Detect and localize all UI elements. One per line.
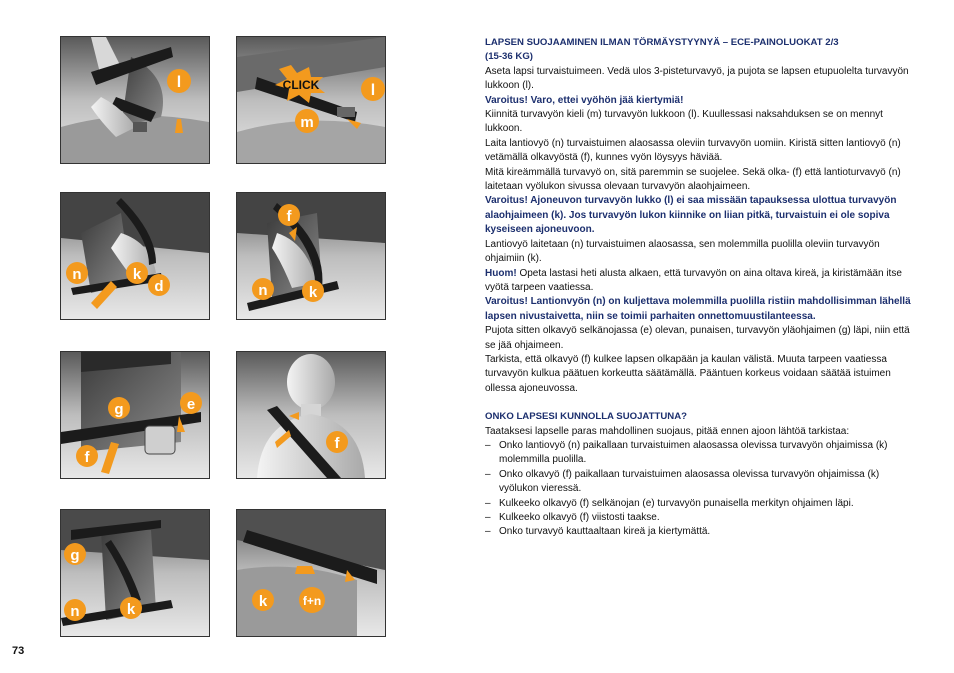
paragraph: Tarkista, että olkavyö (f) kulkee lapsen olkapään ja kaulan välistä. Muuta tarpeen vaatiessa turvavyön kulkua päätuen korkeutta säätämällä. Pääntuen korkeus voidaan säätää istuimen ollessa ajoneuvossa. [485,353,891,394]
badge-k-label: k [308,284,318,301]
badge-f-label: f [84,449,90,466]
warning: Varoitus! Lantionvyön (n) on kuljettava molemmilla puolilla ristiin mahdollisimman lähellä lapsen nivustaivetta, niin se toimii parhaiten onnettomuustilanteessa. [485,296,911,322]
section-title-line-1: LAPSEN SUOJAAMINEN ILMAN TÖRMÄYSTYYNYÄ – ECE-PAINOLUOKAT 2/3 [485,37,839,48]
badge-f-label: f [286,208,292,225]
note [485,267,915,296]
instructions-text [485,36,915,540]
badge-g-label: g [70,547,80,564]
badge-k-label: k [258,593,268,610]
section-title [485,36,915,65]
paragraph: Laita lantiovyö (n) turvaistuimen alaosassa oleviin turvavyön uomiin. Kiristä sitten lantiovyö (n) vetämällä olkavyöstä (f), kunnes vyön löysyys häviää. [485,137,901,164]
badge-l-label: l [176,74,182,91]
illustration-buckle-click [236,36,386,164]
paragraph: Taataksesi lapselle paras mahdollinen suojaus, pitää ennen ajoon lähtöä tarkistaa: [485,425,850,437]
section-title: ONKO LAPSESI KUNNOLLA SUOJATTUNA? [485,411,688,423]
badge-fn-label: f+n [302,594,322,608]
paragraph: Mitä kireämmällä turvavyö on, sitä paremmin se suojelee. Sekä olka- (f) että lantioturvavyö (n) laitetaan vyölukon sivussa olevaan turvavyön alaohjaimeen. [485,166,901,193]
badge-f-label: f [334,435,340,452]
checklist [485,439,915,540]
section-title-line-2: (15-36 KG) [485,51,533,63]
badge-n-label: n [258,282,268,299]
badge-d-label: d [154,278,164,295]
badge-m-label: m [300,114,314,131]
illustration-lap-belt-routing [60,192,210,320]
badge-k-label: k [126,601,136,618]
click-label: CLICK [282,78,320,92]
paragraph: Aseta lapsi turvaistuimeen. Vedä ulos 3-pisteturvavyö, ja pujota se lapsen etupuolelta turvavyön lukkoon (l). [485,65,909,92]
badge-n-label: n [72,266,82,283]
paragraph: Kiinnitä turvavyön kieli (m) turvavyön lukkoon (l). Kuullessasi naksahduksen se on mennyt lukkoon. [485,109,883,135]
badge-l-label: l [370,82,376,99]
illustration-upper-guide [60,351,210,479]
badge-k-label: k [132,266,142,283]
badge-e-label: e [186,396,196,413]
illustration-lower-guide [236,509,386,637]
list-item: – Onko lantiovyö (n) paikallaan turvaistuimen alaosassa olevissa turvavyön ohjaimissa (k) molemmilla puolilla. [485,439,915,468]
list-item: – Kulkeeko olkavyö (f) viistosti taakse. [485,511,915,525]
illustration-belt-check-side [60,509,210,637]
warning: Varoitus! Ajoneuvon turvavyön lukko (l) ei saa missään tapauksessa ulottua turvavyön alaohjaimeen (k). Jos turvavyön lukon kiinnike on liian pitkä, turvaistuin ei ole sopiva kyseiseen ajoneuvoon. [485,195,897,236]
list-item: – Onko olkavyö (f) paikallaan turvaistuimen alaosassa olevissa turvavyön ohjaimissa (k) vyölukon vieressä. [485,468,915,497]
illustration-shoulder-belt-tension [236,192,386,320]
note-label: Huom! [485,267,517,279]
arrow-icon [295,566,315,574]
illustration-buckle-insert [60,36,210,164]
list-item: – Onko turvavyö kauttaaltaan kireä ja kiertymättä. [485,525,915,539]
warning: Varoitus! Varo, ettei vyöhön jää kiertymiä! [485,94,684,106]
badge-g-label: g [114,401,124,418]
badge-n-label: n [70,603,80,620]
list-item: – Kulkeeko olkavyö (f) selkänojan (e) turvavyön punaisella merkityn ohjaimen läpi. [485,497,915,511]
paragraph: Lantiovyö laitetaan (n) turvaistuimen alaosassa, sen molemmilla puolilla oleviin turvavyön ohjaimiin (k). [485,238,880,265]
illustration-dummy-shoulder [236,351,386,479]
paragraph: Pujota sitten olkavyö selkänojassa (e) olevan, punaisen, turvavyön yläohjaimen (g) läpi, niin että se jää ohjaimeen. [485,325,910,351]
note-text: Opeta lastasi heti alusta alkaen, että turvavyön on aina oltava kireä, ja kiristämään itse vyötä tarpeen vaatiessa. [485,267,902,293]
page-number: 73 [12,645,25,657]
